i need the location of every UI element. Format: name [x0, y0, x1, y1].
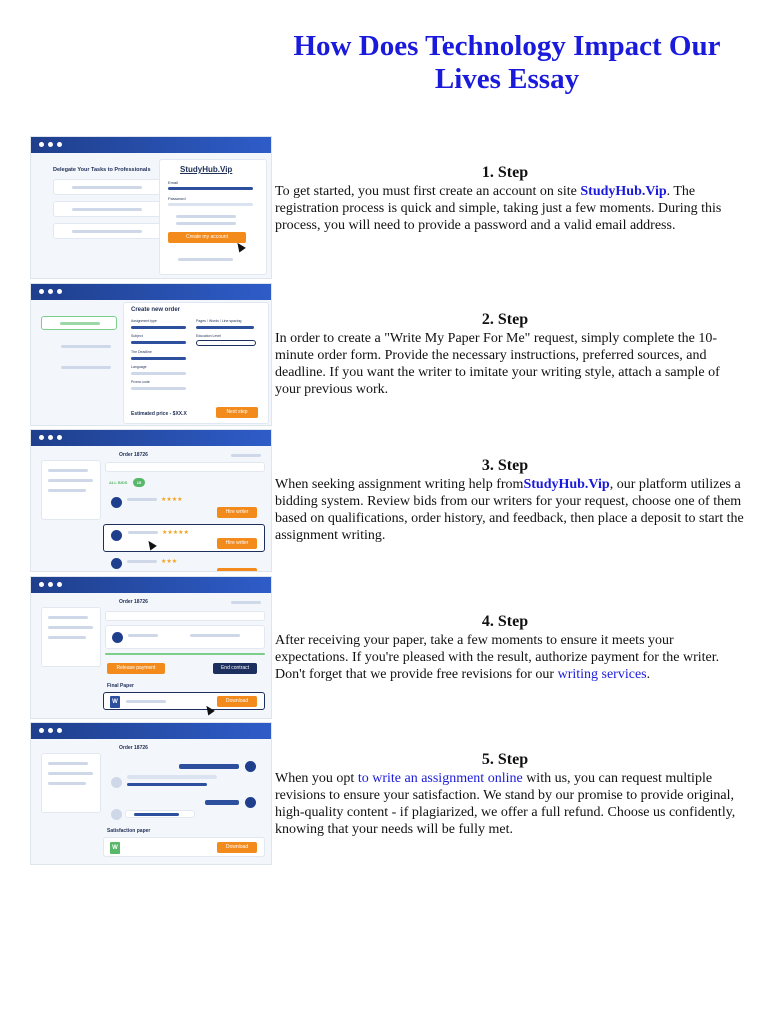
email-field: [168, 187, 253, 190]
deadline-label: The Deadline: [131, 350, 152, 354]
status-line: [231, 601, 261, 604]
step-4-text: [275, 612, 745, 683]
feature-card: [53, 201, 163, 217]
writer-name: [127, 560, 157, 563]
hire-writer-button-partial[interactable]: [217, 568, 257, 572]
window-bar: [31, 723, 271, 739]
create-account-button[interactable]: Create my account: [168, 232, 246, 243]
window-dot: [39, 289, 44, 294]
satisfaction-paper-label: Satisfaction paper: [107, 828, 151, 834]
email-label: Email: [168, 180, 179, 185]
studyhub-link[interactable]: StudyHub.Vip: [580, 184, 667, 199]
window-dot: [48, 582, 53, 587]
body-text: When seeking assignment writing help from: [275, 477, 524, 492]
step-3-text: [275, 456, 745, 544]
window-bar: [31, 284, 271, 300]
writer-avatar: [111, 809, 122, 820]
promo-label: Promo code: [131, 380, 150, 384]
education-label: Education Level: [196, 334, 221, 338]
satisfaction-paper-card: [103, 837, 265, 857]
order-number: Order 18726: [119, 452, 148, 458]
rating-stars-icon: ★★★: [161, 559, 178, 565]
writer-avatar: [111, 530, 122, 541]
writer-card: [105, 625, 265, 649]
body-text: , our platform utilizes a bidding system. Review bids from our writers for your request, choose one of them based on qualifications, order history, and feedback, then place a deposit to start the assignment writing.: [275, 477, 744, 543]
final-paper-label: Final Paper: [107, 683, 134, 689]
bid-count-badge: 15: [133, 478, 145, 487]
step-5-text: [275, 750, 745, 838]
estimated-price: Estimated price - $XX.X: [131, 411, 187, 417]
order-number: Order 18726: [119, 599, 148, 605]
step-body: [275, 476, 745, 544]
user-avatar: [245, 797, 256, 808]
window-bar: [31, 577, 271, 593]
step-5-screenshot: [30, 722, 272, 865]
step-body: [275, 632, 745, 683]
window-dot: [48, 435, 53, 440]
hire-writer-button[interactable]: Hire writer: [217, 507, 257, 518]
body-text: To get started, you must first create an account on site: [275, 184, 581, 199]
writer-name: [128, 531, 158, 534]
writer-avatar: [111, 497, 122, 508]
step-2-text: [275, 310, 745, 398]
promo-field: [131, 387, 186, 390]
download-button[interactable]: Download: [217, 696, 257, 707]
window-dot: [57, 582, 62, 587]
order-info-bar: [105, 611, 265, 621]
body-text: . The registration process is quick and simple, taking just a few moments. During this process, you will need to provide a password and a valid email address.: [275, 184, 722, 233]
window-dot: [57, 142, 62, 147]
body-text: When you opt: [275, 771, 358, 786]
progress-step: [61, 345, 111, 348]
signup-form: [159, 159, 267, 275]
body-text: .: [646, 667, 651, 682]
rating-stars-icon: ★★★★: [161, 497, 183, 503]
pages-label: Pages / Words / Line spacing: [196, 319, 242, 323]
write-assignment-link[interactable]: to write an assignment online: [357, 771, 523, 786]
assignment-type-field: [131, 326, 186, 329]
window-bar: [31, 137, 271, 153]
subject-field: [131, 341, 186, 344]
progress-step: [61, 366, 111, 369]
chat-bubble-sent: [205, 800, 239, 805]
body-text: with us, you can request multiple revisions to ensure your satisfaction. We stand by our promise to provide original, high-quality content - if plagiarized, we offer a full refund. Choose us confidently, knowing that your needs will be fully met.: [275, 771, 736, 837]
window-dot: [48, 142, 53, 147]
language-label: Language: [131, 365, 147, 369]
body-text: After receiving your paper, take a few moments to ensure it meets your expectations. If you're pleased with the result, authorize payment for the writer. Don't forget that we provide free revisions for our: [275, 633, 720, 682]
order-number: Order 18726: [119, 745, 148, 751]
step-body: [275, 183, 745, 234]
window-bar: [31, 430, 271, 446]
language-field: [131, 372, 186, 375]
password-label: Password: [168, 196, 186, 201]
delegate-heading: Delegate Your Tasks to Professionals: [53, 167, 151, 173]
feature-card: [53, 179, 163, 195]
education-field: [196, 340, 256, 346]
window-dot: [57, 435, 62, 440]
chat-bubble-sent: [179, 764, 239, 769]
order-sidebar: [41, 607, 101, 667]
attachment-chip: [125, 810, 195, 818]
window-dot: [57, 289, 62, 294]
step-2-screenshot: [30, 283, 272, 426]
order-sidebar: [41, 753, 101, 813]
word-doc-icon: W: [110, 696, 120, 708]
step-1-text: [275, 163, 745, 234]
step-body: In order to create a "Write My Paper For Me" request, simply complete the 10-minute order form. Provide the necessary instructions, preferred sources, and deadline. If you want the writer to imitate your writing style, attach a sample of your previous work.: [275, 331, 720, 397]
final-paper-card: [103, 692, 265, 710]
writer-avatar: [112, 632, 123, 643]
window-dot: [48, 728, 53, 733]
assignment-type-label: Assignment type: [131, 319, 157, 323]
release-payment-button[interactable]: Release payment: [107, 663, 165, 674]
document-icon: W: [110, 842, 120, 854]
chat-bubble-received: [127, 775, 217, 779]
rating-stars-icon: ★★★★★: [162, 530, 189, 536]
status-line: [231, 454, 261, 457]
all-bids-label: ALL BIDS: [109, 480, 128, 485]
checkbox-line: [176, 222, 236, 225]
deadline-field: [131, 357, 186, 360]
window-dot: [39, 728, 44, 733]
next-step-button[interactable]: Next step: [216, 407, 258, 418]
step-heading: 1. Step: [481, 164, 529, 181]
step-3-screenshot: [30, 429, 272, 572]
studyhub-logo: StudyHub.Vip: [180, 165, 233, 174]
order-info-bar: [105, 462, 265, 472]
window-dot: [48, 289, 53, 294]
writer-avatar: [111, 777, 122, 788]
step-body: [275, 770, 745, 838]
window-dot: [39, 142, 44, 147]
writer-avatar: [111, 558, 122, 569]
selected-bid-card: [103, 524, 265, 552]
feature-card: [53, 223, 163, 239]
end-contract-button[interactable]: End contract: [213, 663, 257, 674]
step-heading: 4. Step: [481, 613, 529, 630]
download-button[interactable]: Download: [217, 842, 257, 853]
step-1-screenshot: [30, 136, 272, 279]
studyhub-link[interactable]: StudyHub.Vip: [523, 477, 610, 492]
progress-step-active: [41, 316, 117, 330]
step-4-screenshot: [30, 576, 272, 719]
writing-services-link[interactable]: writing services: [557, 667, 647, 682]
step-heading: 5. Step: [481, 751, 529, 768]
window-dot: [57, 728, 62, 733]
page-title: How Does Technology Impact Our Lives Essay: [293, 30, 721, 95]
footer-line: [178, 258, 233, 261]
password-field: [168, 203, 253, 206]
user-avatar: [245, 761, 256, 772]
pages-field: [196, 326, 254, 329]
step-heading: 3. Step: [481, 457, 529, 474]
form-title: Create new order: [131, 307, 181, 313]
subject-label: Subject: [131, 334, 143, 338]
progress-line: [105, 653, 265, 655]
step-heading: 2. Step: [481, 311, 529, 328]
chat-line: [127, 783, 207, 786]
writer-name: [127, 498, 157, 501]
order-sidebar: [41, 460, 101, 520]
checkbox-line: [176, 215, 236, 218]
window-dot: [39, 582, 44, 587]
order-form: [123, 302, 269, 424]
window-dot: [39, 435, 44, 440]
hire-writer-button[interactable]: Hire writer: [217, 538, 257, 549]
